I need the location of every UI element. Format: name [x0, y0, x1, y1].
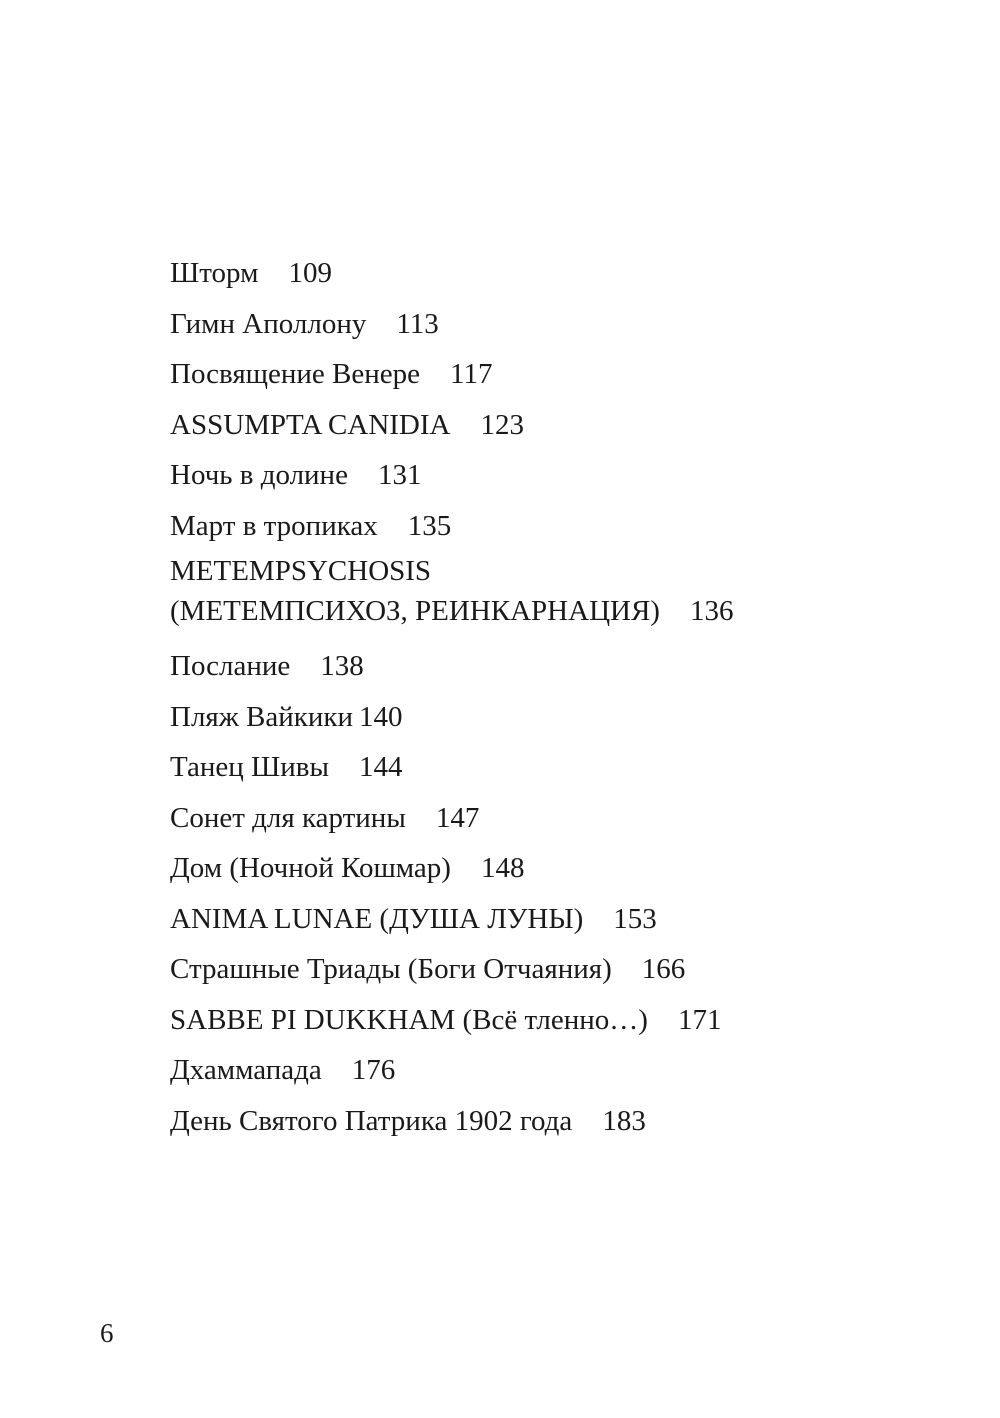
toc-entry-title: Ночь в долине	[170, 459, 348, 491]
toc-entry-title: ANIMA LUNAE (ДУША ЛУНЫ)	[170, 902, 584, 935]
toc-entry-title: Пляж Вайкики	[170, 700, 353, 733]
toc-entry-title: Гимн Аполлону	[170, 307, 367, 340]
toc-entry-page: 123	[480, 408, 524, 441]
toc-entry-night-in-valley[interactable]	[170, 450, 950, 501]
table-of-contents	[170, 248, 950, 1146]
toc-entry-title: Март в тропиках	[170, 509, 378, 542]
toc-entry-waikiki-beach[interactable]	[170, 692, 950, 743]
toc-entry-title: Страшные Триады (Боги Отчаяния)	[170, 953, 612, 985]
toc-entry-title: Дхаммапада	[170, 1054, 322, 1086]
toc-entry-terrible-triads[interactable]	[170, 944, 950, 995]
toc-entry-message[interactable]	[170, 641, 950, 692]
toc-entry-page: 117	[450, 358, 493, 390]
toc-entry-dance-of-shiva[interactable]	[170, 742, 950, 793]
toc-entry-dhammapada[interactable]	[170, 1045, 950, 1096]
toc-entry-page: 131	[377, 459, 422, 491]
toc-entry-page: 147	[435, 801, 480, 834]
toc-entry-page: 153	[613, 902, 657, 935]
toc-entry-page: 109	[288, 257, 332, 289]
toc-entry-page: 183	[602, 1104, 646, 1137]
toc-entry-page: 135	[407, 509, 452, 542]
toc-entry-page: 176	[351, 1054, 396, 1086]
toc-entry-hymn-to-apollo[interactable]	[170, 299, 950, 350]
toc-entry-assumpta-canidia[interactable]	[170, 400, 950, 451]
page-number: 6	[100, 1318, 114, 1348]
toc-entry-title: Шторм	[170, 257, 259, 289]
toc-entry-title: SABBE PI DUKKHAM (Всё тленно…)	[170, 1003, 648, 1036]
toc-entry-title: Послание	[170, 650, 291, 682]
toc-entry-title: Посвящение Венере	[170, 358, 421, 390]
toc-entry-title: Танец Шивы	[170, 751, 329, 783]
toc-entry-page: 148	[480, 852, 525, 884]
toc-entry-page: 136	[689, 595, 734, 627]
toc-entry-page: 166	[641, 953, 686, 985]
toc-entry-dedication-to-venus[interactable]	[170, 349, 950, 400]
toc-entry-title-line2: (МЕТЕМПСИХОЗ, РЕИНКАРНАЦИЯ)	[170, 595, 660, 627]
toc-entry-storm[interactable]	[170, 248, 950, 299]
toc-entry-page: 113	[396, 307, 439, 340]
toc-entry-title: Сонет для картины	[170, 801, 406, 834]
toc-entry-page: 144	[358, 751, 403, 783]
toc-entry-title-line1: METEMPSYCHOSIS	[170, 555, 432, 587]
toc-entry-st-patricks-day-1902[interactable]	[170, 1096, 950, 1147]
toc-entry-page: 171	[677, 1003, 722, 1036]
toc-entry-title: Дом (Ночной Кошмар)	[170, 852, 451, 884]
toc-entry-page: 140	[359, 700, 403, 733]
toc-entry-title: ASSUMPTA CANIDIA	[170, 408, 451, 441]
toc-entry-sabbe-pi-dukkham[interactable]	[170, 995, 950, 1046]
toc-entry-metempsychosis[interactable]	[170, 551, 950, 631]
toc-entry-anima-lunae[interactable]	[170, 894, 950, 945]
toc-entry-page: 138	[320, 650, 364, 682]
toc-entry-house-nightmare[interactable]	[170, 843, 950, 894]
toc-entry-march-in-tropics[interactable]	[170, 501, 950, 552]
toc-entry-title: День Святого Патрика 1902 года	[170, 1104, 573, 1137]
toc-entry-sonnet-for-picture[interactable]	[170, 793, 950, 844]
